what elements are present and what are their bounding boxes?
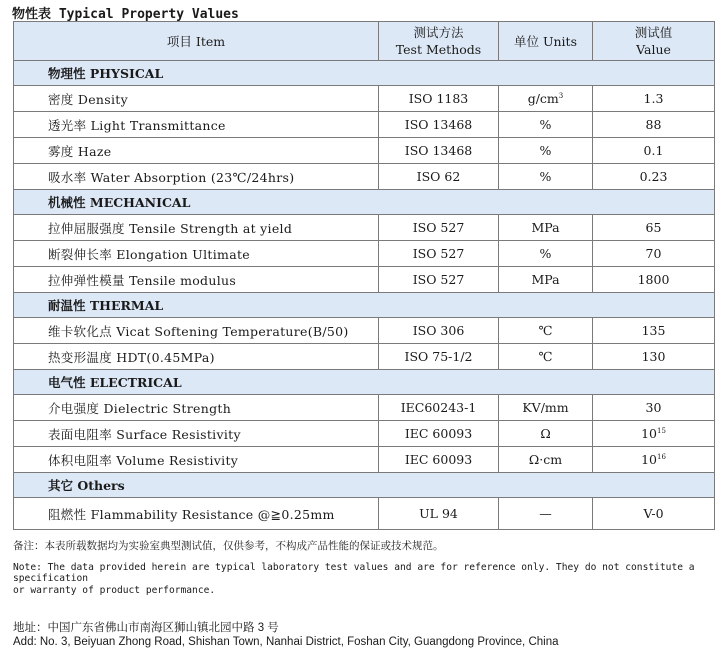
method-cell-text: IEC 60093	[404, 426, 473, 441]
item-cell	[14, 112, 379, 138]
header-value-cn: 测试值	[634, 25, 673, 40]
item-cell-text: 体积电阻率 Volume Resistivity	[48, 452, 239, 468]
method-cell	[379, 164, 499, 190]
unit-cell-text: MPa	[531, 272, 560, 287]
value-cell-exponent: 15	[656, 427, 666, 435]
unit-cell	[499, 138, 593, 164]
table-row	[14, 318, 715, 344]
unit-cell	[499, 241, 593, 267]
item-cell	[14, 498, 379, 530]
value-cell-text: 88	[645, 117, 662, 132]
unit-cell	[499, 112, 593, 138]
unit-cell	[499, 215, 593, 241]
item-cell	[14, 241, 379, 267]
value-cell-text: 0.1	[643, 143, 664, 158]
table-row	[14, 395, 715, 421]
value-cell-text: 130	[641, 349, 666, 364]
item-cell-text: 介电强度 Dielectric Strength	[48, 400, 232, 416]
unit-cell	[499, 395, 593, 421]
note-english-line1: Note: The data provided herein are typical laboratory test values and are for reference only. They do not constitute a specification	[13, 562, 695, 584]
method-cell-text: ISO 527	[412, 220, 465, 235]
item-cell	[14, 421, 379, 447]
value-cell-text: 70	[645, 246, 662, 261]
section-label: 机械性 MECHANICAL	[14, 190, 715, 215]
header-unit: 单位 Units	[499, 22, 593, 61]
method-cell-text: IEC60243-1	[400, 400, 477, 415]
header-method	[379, 22, 499, 61]
item-cell-text: 透光率 Light Transmittance	[48, 117, 226, 133]
header-method-cn: 测试方法	[413, 25, 464, 40]
value-cell	[593, 447, 715, 473]
item-cell	[14, 164, 379, 190]
method-cell-text: ISO 1183	[408, 91, 469, 106]
item-cell	[14, 138, 379, 164]
item-cell-text: 拉伸屈服强度 Tensile Strength at yield	[48, 220, 293, 236]
unit-cell	[499, 164, 593, 190]
method-cell	[379, 112, 499, 138]
section-row	[14, 473, 715, 498]
method-cell-text: ISO 527	[412, 272, 465, 287]
item-cell-text: 雾度 Haze	[48, 143, 112, 159]
value-cell	[593, 344, 715, 370]
table-row	[14, 112, 715, 138]
method-cell	[379, 395, 499, 421]
item-cell-text: 断裂伸长率 Elongation Ultimate	[48, 246, 250, 262]
method-cell	[379, 86, 499, 112]
item-cell	[14, 318, 379, 344]
header-method-en: Test Methods	[395, 42, 482, 57]
section-label: 其它 Others	[14, 473, 715, 498]
method-cell	[379, 447, 499, 473]
unit-cell-exponent: 3	[558, 92, 564, 100]
value-cell-text: 30	[645, 400, 662, 415]
method-cell-text: ISO 13468	[404, 143, 473, 158]
value-cell	[593, 86, 715, 112]
header-value	[593, 22, 715, 61]
value-cell	[593, 421, 715, 447]
item-cell	[14, 86, 379, 112]
unit-cell	[499, 421, 593, 447]
table-row	[14, 421, 715, 447]
table-row	[14, 164, 715, 190]
method-cell	[379, 498, 499, 530]
table-row	[14, 138, 715, 164]
header-value-en: Value	[636, 42, 671, 57]
unit-cell-text: —	[539, 506, 552, 521]
unit-cell-text: ℃	[538, 349, 553, 364]
unit-cell	[499, 318, 593, 344]
method-cell-text: ISO 62	[416, 169, 461, 184]
value-cell	[593, 267, 715, 293]
unit-cell-text: %	[539, 143, 552, 158]
unit-cell-text: %	[539, 246, 552, 261]
item-cell-text: 拉伸弹性模量 Tensile modulus	[48, 272, 237, 288]
section-row	[14, 370, 715, 395]
unit-cell-text: Ω·cm	[528, 452, 563, 467]
method-cell	[379, 215, 499, 241]
item-cell-text: 吸水率 Water Absorption (23℃/24hrs)	[48, 169, 295, 185]
item-cell-text: 密度 Density	[48, 91, 128, 107]
table-row	[14, 447, 715, 473]
unit-cell-text: Ω	[540, 426, 551, 441]
section-label: 电气性 ELECTRICAL	[14, 370, 715, 395]
table-row	[14, 241, 715, 267]
header-row	[14, 22, 715, 61]
method-cell-text: UL 94	[419, 506, 458, 521]
value-cell-text: 10	[641, 426, 657, 441]
note-english-line2: or warranty of product performance.	[13, 585, 216, 596]
table-row	[14, 86, 715, 112]
item-cell	[14, 447, 379, 473]
method-cell-text: ISO 75-1/2	[404, 349, 473, 364]
value-cell	[593, 395, 715, 421]
unit-cell-text: ℃	[538, 323, 553, 338]
method-cell-text: ISO 527	[412, 246, 465, 261]
unit-cell-text: %	[539, 169, 552, 184]
method-cell-text: ISO 306	[412, 323, 465, 338]
section-row	[14, 190, 715, 215]
method-cell	[379, 241, 499, 267]
unit-cell	[499, 267, 593, 293]
method-cell	[379, 318, 499, 344]
unit-cell-text: MPa	[531, 220, 560, 235]
item-cell-text: 表面电阻率 Surface Resistivity	[48, 426, 241, 442]
value-cell	[593, 318, 715, 344]
unit-cell	[499, 86, 593, 112]
section-label: 物理性 PHYSICAL	[14, 61, 715, 86]
value-cell	[593, 164, 715, 190]
table-row	[14, 267, 715, 293]
value-cell-text: 65	[645, 220, 662, 235]
property-table	[13, 21, 715, 530]
table-row	[14, 498, 715, 530]
header-item: 项目 Item	[14, 22, 379, 61]
item-cell	[14, 395, 379, 421]
value-cell-text: V-0	[643, 506, 664, 521]
section-row	[14, 61, 715, 86]
item-cell-text: 维卡软化点 Vicat Softening Temperature(B/50)	[48, 323, 349, 339]
address-chinese: 地址：中国广东省佛山市南海区狮山镇北园中路 3 号	[13, 622, 279, 634]
table-title: 物性表 Typical Property Values	[12, 7, 239, 22]
unit-cell	[499, 344, 593, 370]
value-cell	[593, 138, 715, 164]
unit-cell-text: g/cm	[527, 91, 559, 106]
value-cell-text: 1.3	[643, 91, 664, 106]
method-cell	[379, 138, 499, 164]
section-label: 耐温性 THERMAL	[14, 293, 715, 318]
note-chinese: 备注：本表所载数据均为实验室典型测试值，仅供参考，不构成产品性能的保证或技术规范。	[13, 540, 444, 552]
value-cell-text: 10	[641, 452, 657, 467]
value-cell	[593, 112, 715, 138]
method-cell-text: ISO 13468	[404, 117, 473, 132]
table-row	[14, 215, 715, 241]
item-cell	[14, 344, 379, 370]
unit-cell	[499, 498, 593, 530]
value-cell-text: 0.23	[639, 169, 668, 184]
unit-cell-text: %	[539, 117, 552, 132]
item-cell-text: 热变形温度 HDT(0.45MPa)	[48, 349, 215, 365]
method-cell	[379, 421, 499, 447]
unit-cell	[499, 447, 593, 473]
method-cell-text: IEC 60093	[404, 452, 473, 467]
property-table-body	[14, 61, 715, 530]
table-row	[14, 344, 715, 370]
item-cell-text: 阻燃性 Flammability Resistance @≧0.25mm	[48, 506, 335, 522]
section-row	[14, 293, 715, 318]
value-cell-text: 135	[641, 323, 666, 338]
address-english: Add: No. 3, Beiyuan Zhong Road, Shishan Town, Nanhai District, Foshan City, Guangdong Province, China	[13, 636, 559, 648]
value-cell-text: 1800	[637, 272, 670, 287]
value-cell	[593, 241, 715, 267]
item-cell	[14, 215, 379, 241]
method-cell	[379, 267, 499, 293]
method-cell	[379, 344, 499, 370]
value-cell	[593, 498, 715, 530]
item-cell	[14, 267, 379, 293]
value-cell	[593, 215, 715, 241]
value-cell-exponent: 16	[656, 453, 666, 461]
unit-cell-text: KV/mm	[522, 400, 569, 415]
